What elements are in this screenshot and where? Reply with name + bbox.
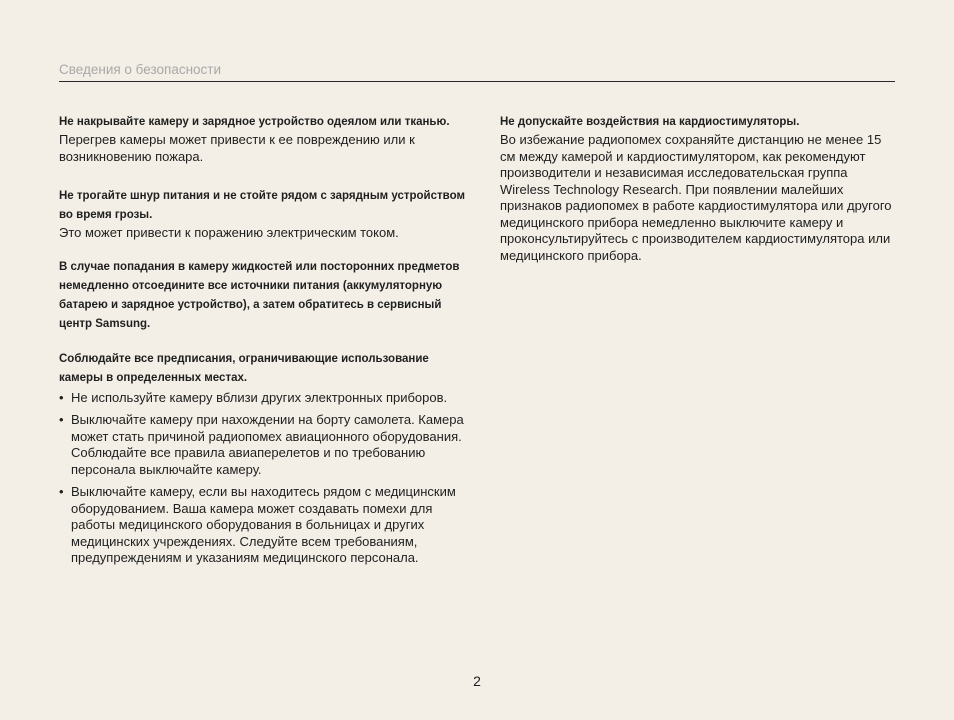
bullet-list [59,390,469,567]
list-item [59,484,469,567]
safety-section-cover [59,113,469,165]
left-column [59,113,469,581]
list-item-text: Выключайте камеру при нахождении на борту самолета. Камера может стать причиной радиопомех авиационного оборудования. Соблюдайте все правила авиаперелетов и по требованию персонала выключайте камеру. [71,412,464,477]
page-number: 2 [473,673,481,689]
list-item [59,412,469,478]
section-heading: Не накрывайте камеру и зарядное устройство одеялом или тканью. [59,116,450,128]
page-header [59,62,895,82]
right-column [500,113,900,278]
section-text: Во избежание радиопомех сохраняйте дистанцию не менее 15 см между камерой и кардиостимулятором, как рекомендуют производители и независимая исследовательская группа Wireless Technology Research. При появлении малейших признаков радиопомех в работе кардиостимулятора или другого медицинского прибора немедленно выключите камеру и проконсультируйтесь с производителем кардиостимулятора или медицинского прибора. [500,132,892,263]
section-title: Сведения о безопасности [59,62,222,77]
section-heading: Не трогайте шнур питания и не стойте рядом с зарядным устройством во время грозы. [59,190,465,221]
section-heading: В случае попадания в камеру жидкостей или посторонних предметов немедленно отсоедините все источники питания (аккумуляторную батарею и зарядное устройство), а затем обратитесь в сервисный центр Samsung. [59,260,460,330]
section-heading: Не допускайте воздействия на кардиостимуляторы. [500,116,800,128]
list-item-text: Не используйте камеру вблизи других электронных приборов. [71,389,448,405]
list-item-text: Выключайте камеру, если вы находитесь рядом с медицинским оборудованием. Ваша камера может создавать помехи для работы медицинского оборудования в больницах и других медицинских учреждениях. Следуйте всем требованиям, предупреждениям и указаниям медицинского персонала. [71,484,456,565]
safety-section-storm [59,187,469,242]
bullet-icon: • [59,484,64,499]
list-item [59,390,469,407]
safety-section-liquid [59,258,469,334]
section-heading: Соблюдайте все предписания, ограничивающие использование камеры в определенных местах. [59,352,429,384]
safety-section-restrictions [59,350,469,567]
section-text: Это может привести к поражению электрическим током. [59,225,399,240]
safety-section-pacemaker [500,113,900,264]
section-text: Перегрев камеры может привести к ее повреждению или к возникновению пожара. [59,132,415,164]
bullet-icon: • [59,412,64,427]
bullet-icon: • [59,389,64,405]
